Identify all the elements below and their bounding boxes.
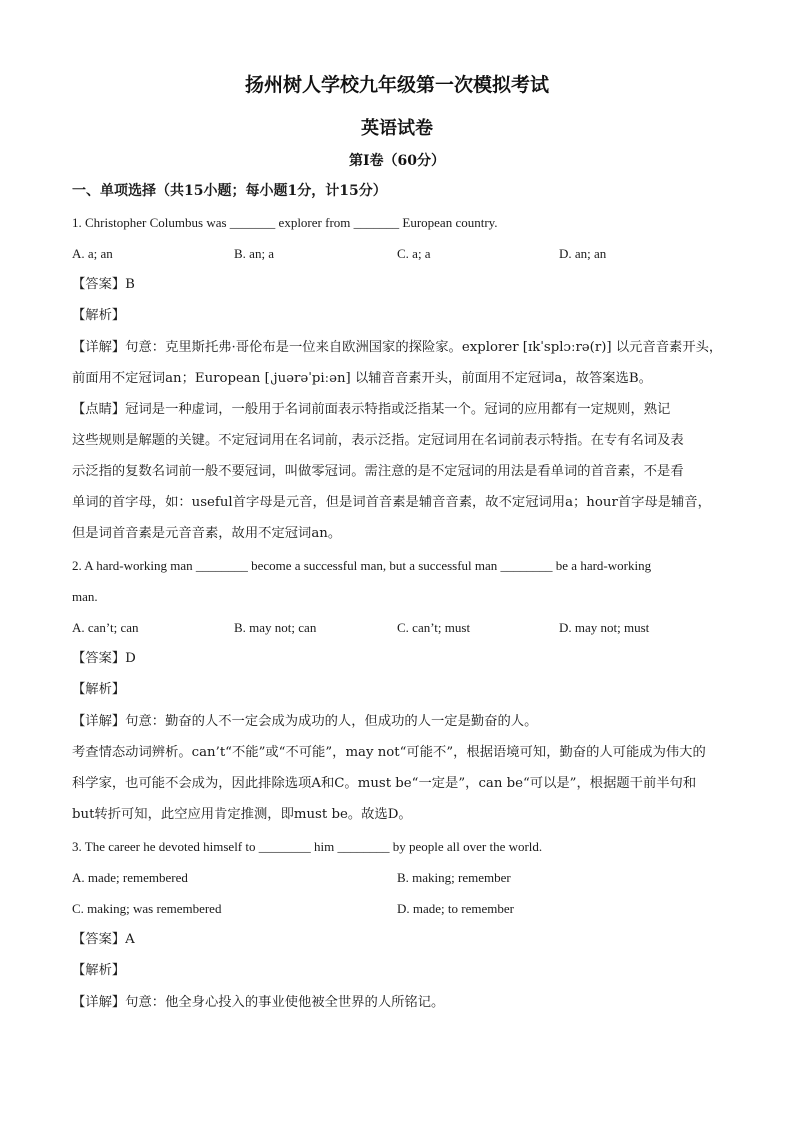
question-2-stem-cont: man. bbox=[72, 589, 98, 604]
q1-detail-line: 【详解】句意：克里斯托弗·哥伦布是一位来自欧洲国家的探险家。explorer [ɪkˈsplɔːrə(r)] 以元音音素开头， bbox=[72, 340, 723, 355]
q1-tip-line: 【点睛】冠词是一种虚词，一般用于名词前面表示特指或泛指某一个。冠词的应用都有一定规则，熟记 bbox=[72, 402, 671, 417]
q1-analysis-label: 【解析】 bbox=[72, 308, 126, 323]
q3-option-b: B. making; remember bbox=[397, 870, 511, 885]
q1-detail-line: 前面用不定冠词an；European [ˌjuərəˈpiːən] 以辅音音素开头，前面用不定冠词a，故答案选B。 bbox=[72, 371, 652, 386]
q1-option-c: C. a; a bbox=[397, 246, 431, 261]
exam-subtitle: 英语试卷 bbox=[361, 118, 433, 139]
q2-answer: 【答案】D bbox=[72, 651, 136, 666]
q2-detail-line: 【详解】句意：勤奋的人不一定会成为成功的人，但成功的人一定是勤奋的人。 bbox=[72, 714, 538, 729]
q2-detail-line: 考查情态动词辨析。can’t“不能”或“不可能”，may not“可能不”，根据语境可知，勤奋的人可能成为伟大的 bbox=[72, 745, 706, 760]
question-2-stem: 2. A hard-working man ________ become a successful man, but a successful man ________ be a hard-working bbox=[72, 558, 652, 573]
exam-title: 扬州树人学校九年级第一次模拟考试 bbox=[244, 74, 549, 96]
q3-analysis-label: 【解析】 bbox=[72, 963, 126, 978]
q2-analysis-label: 【解析】 bbox=[72, 682, 126, 697]
question-3-stem: 3. The career he devoted himself to ________ him ________ by people all over the world. bbox=[72, 839, 543, 854]
q2-option-a: A. can’t; can bbox=[72, 620, 139, 635]
q1-option-a: A. a; an bbox=[72, 246, 113, 261]
q2-option-d: D. may not; must bbox=[559, 620, 650, 635]
q3-option-a: A. made; remembered bbox=[72, 870, 188, 885]
q2-detail-line: 科学家，也可能不会成为，因此排除选项A和C。must be“一定是”，can be“可以是”，根据题干前半句和 bbox=[72, 776, 697, 791]
q2-option-c: C. can’t; must bbox=[397, 620, 471, 635]
q1-option-d: D. an; an bbox=[559, 246, 607, 261]
q3-detail-line: 【详解】句意：他全身心投入的事业使他被全世界的人所铭记。 bbox=[72, 995, 445, 1010]
q1-tip-line: 这些规则是解题的关键。不定冠词用在名词前，表示泛指。定冠词用在名词前表示特指。在专有名词及表 bbox=[72, 433, 684, 448]
q1-tip-line: 但是词首音素是元音音素，故用不定冠词an。 bbox=[72, 526, 342, 541]
q3-option-d: D. made; to remember bbox=[397, 901, 514, 916]
q3-answer: 【答案】A bbox=[72, 932, 135, 947]
q2-option-b: B. may not; can bbox=[234, 620, 317, 635]
q1-tip-line: 示泛指的复数名词前一般不要冠词，叫做零冠词。需注意的是不定冠词的用法是看单词的首音素，不是看 bbox=[72, 464, 684, 479]
section-heading: 一、单项选择（共15小题；每小题1分，计15分） bbox=[72, 183, 387, 199]
q3-option-c: C. making; was remembered bbox=[72, 901, 222, 916]
q1-answer: 【答案】B bbox=[72, 277, 135, 292]
question-1-stem: 1. Christopher Columbus was _______ explorer from _______ European country. bbox=[72, 215, 498, 230]
part-heading: 第Ⅰ卷（60分） bbox=[348, 153, 446, 169]
q2-detail-line: but转折可知，此空应用肯定推测，即must be。故选D。 bbox=[72, 807, 412, 822]
q1-tip-line: 单词的首字母，如：useful首字母是元音，但是词首音素是辅音音素，故不定冠词用a；hour首字母是辅音， bbox=[72, 495, 711, 510]
q1-option-b: B. an; a bbox=[234, 246, 275, 261]
